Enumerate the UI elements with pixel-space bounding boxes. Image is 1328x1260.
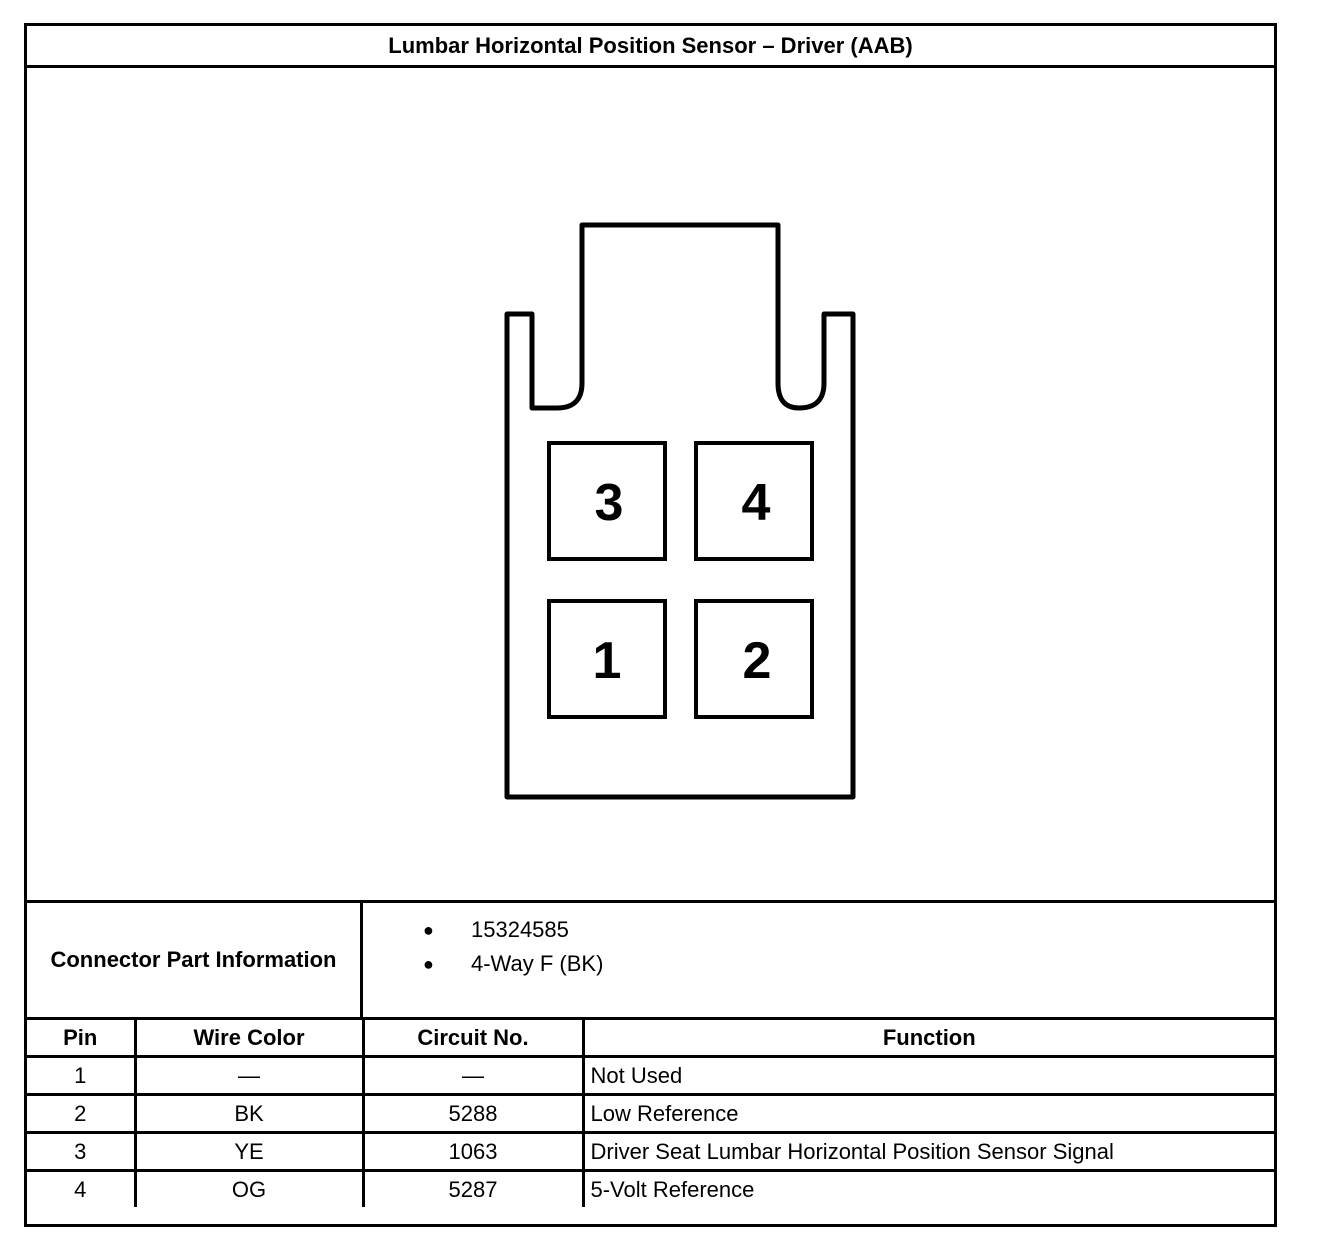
page-title: Lumbar Horizontal Position Sensor – Driver (AAB)	[27, 26, 1274, 68]
connector-description	[363, 947, 603, 981]
pin-label-2: 2	[742, 632, 772, 690]
pin-table-header-row	[27, 1020, 1274, 1057]
bullet-icon: ●	[423, 920, 434, 940]
table-row	[27, 1095, 1274, 1133]
cell-pin: 4	[27, 1171, 135, 1208]
table-row	[27, 1133, 1274, 1171]
table-row	[27, 1171, 1274, 1208]
cell-function: 5-Volt Reference	[590, 1176, 755, 1202]
cell-circuit-no: 1063	[363, 1133, 583, 1171]
cell-function: Low Reference	[583, 1095, 1274, 1133]
cell-pin: 2	[27, 1095, 135, 1133]
connector-description-text: 4-Way F (BK)	[471, 951, 604, 976]
cell-function: Driver Seat Lumbar Horizontal Position Sensor Signal	[583, 1133, 1274, 1171]
pin-table	[27, 1020, 1274, 1207]
pin-label-4: 4	[741, 474, 771, 532]
connector-part-info-label: Connector Part Information	[27, 903, 363, 1017]
cell-circuit-no: —	[363, 1057, 583, 1095]
cell-wire-color: OG	[135, 1171, 363, 1208]
cell-pin: 1	[27, 1057, 135, 1095]
cell-wire-color: BK	[135, 1095, 363, 1133]
header-wire-color: Wire Color	[135, 1020, 363, 1057]
connector-part-info	[27, 900, 1274, 1020]
connector-sheet	[24, 23, 1277, 1227]
cell-function: Not Used	[583, 1057, 1274, 1095]
cell-wire-color: YE	[135, 1133, 363, 1171]
header-circuit-no: Circuit No.	[363, 1020, 583, 1057]
header-function: Function	[583, 1020, 1274, 1057]
connector-housing-outline	[507, 225, 853, 797]
connector-part-info-list	[363, 913, 603, 981]
cell-wire-color: —	[135, 1057, 363, 1095]
bullet-icon: ●	[423, 954, 434, 974]
pin-label-1: 1	[592, 632, 622, 690]
connector-diagram	[27, 68, 1274, 900]
connector-part-number	[363, 913, 603, 947]
cell-circuit-no: 5287	[363, 1171, 583, 1208]
connector-face-drawing	[27, 68, 1274, 900]
cell-pin: 3	[27, 1133, 135, 1171]
table-row	[27, 1057, 1274, 1095]
cell-circuit-no: 5288	[363, 1095, 583, 1133]
connector-part-number-text: 15324585	[471, 917, 569, 942]
pin-label-3: 3	[594, 474, 624, 532]
header-pin: Pin	[27, 1020, 135, 1057]
